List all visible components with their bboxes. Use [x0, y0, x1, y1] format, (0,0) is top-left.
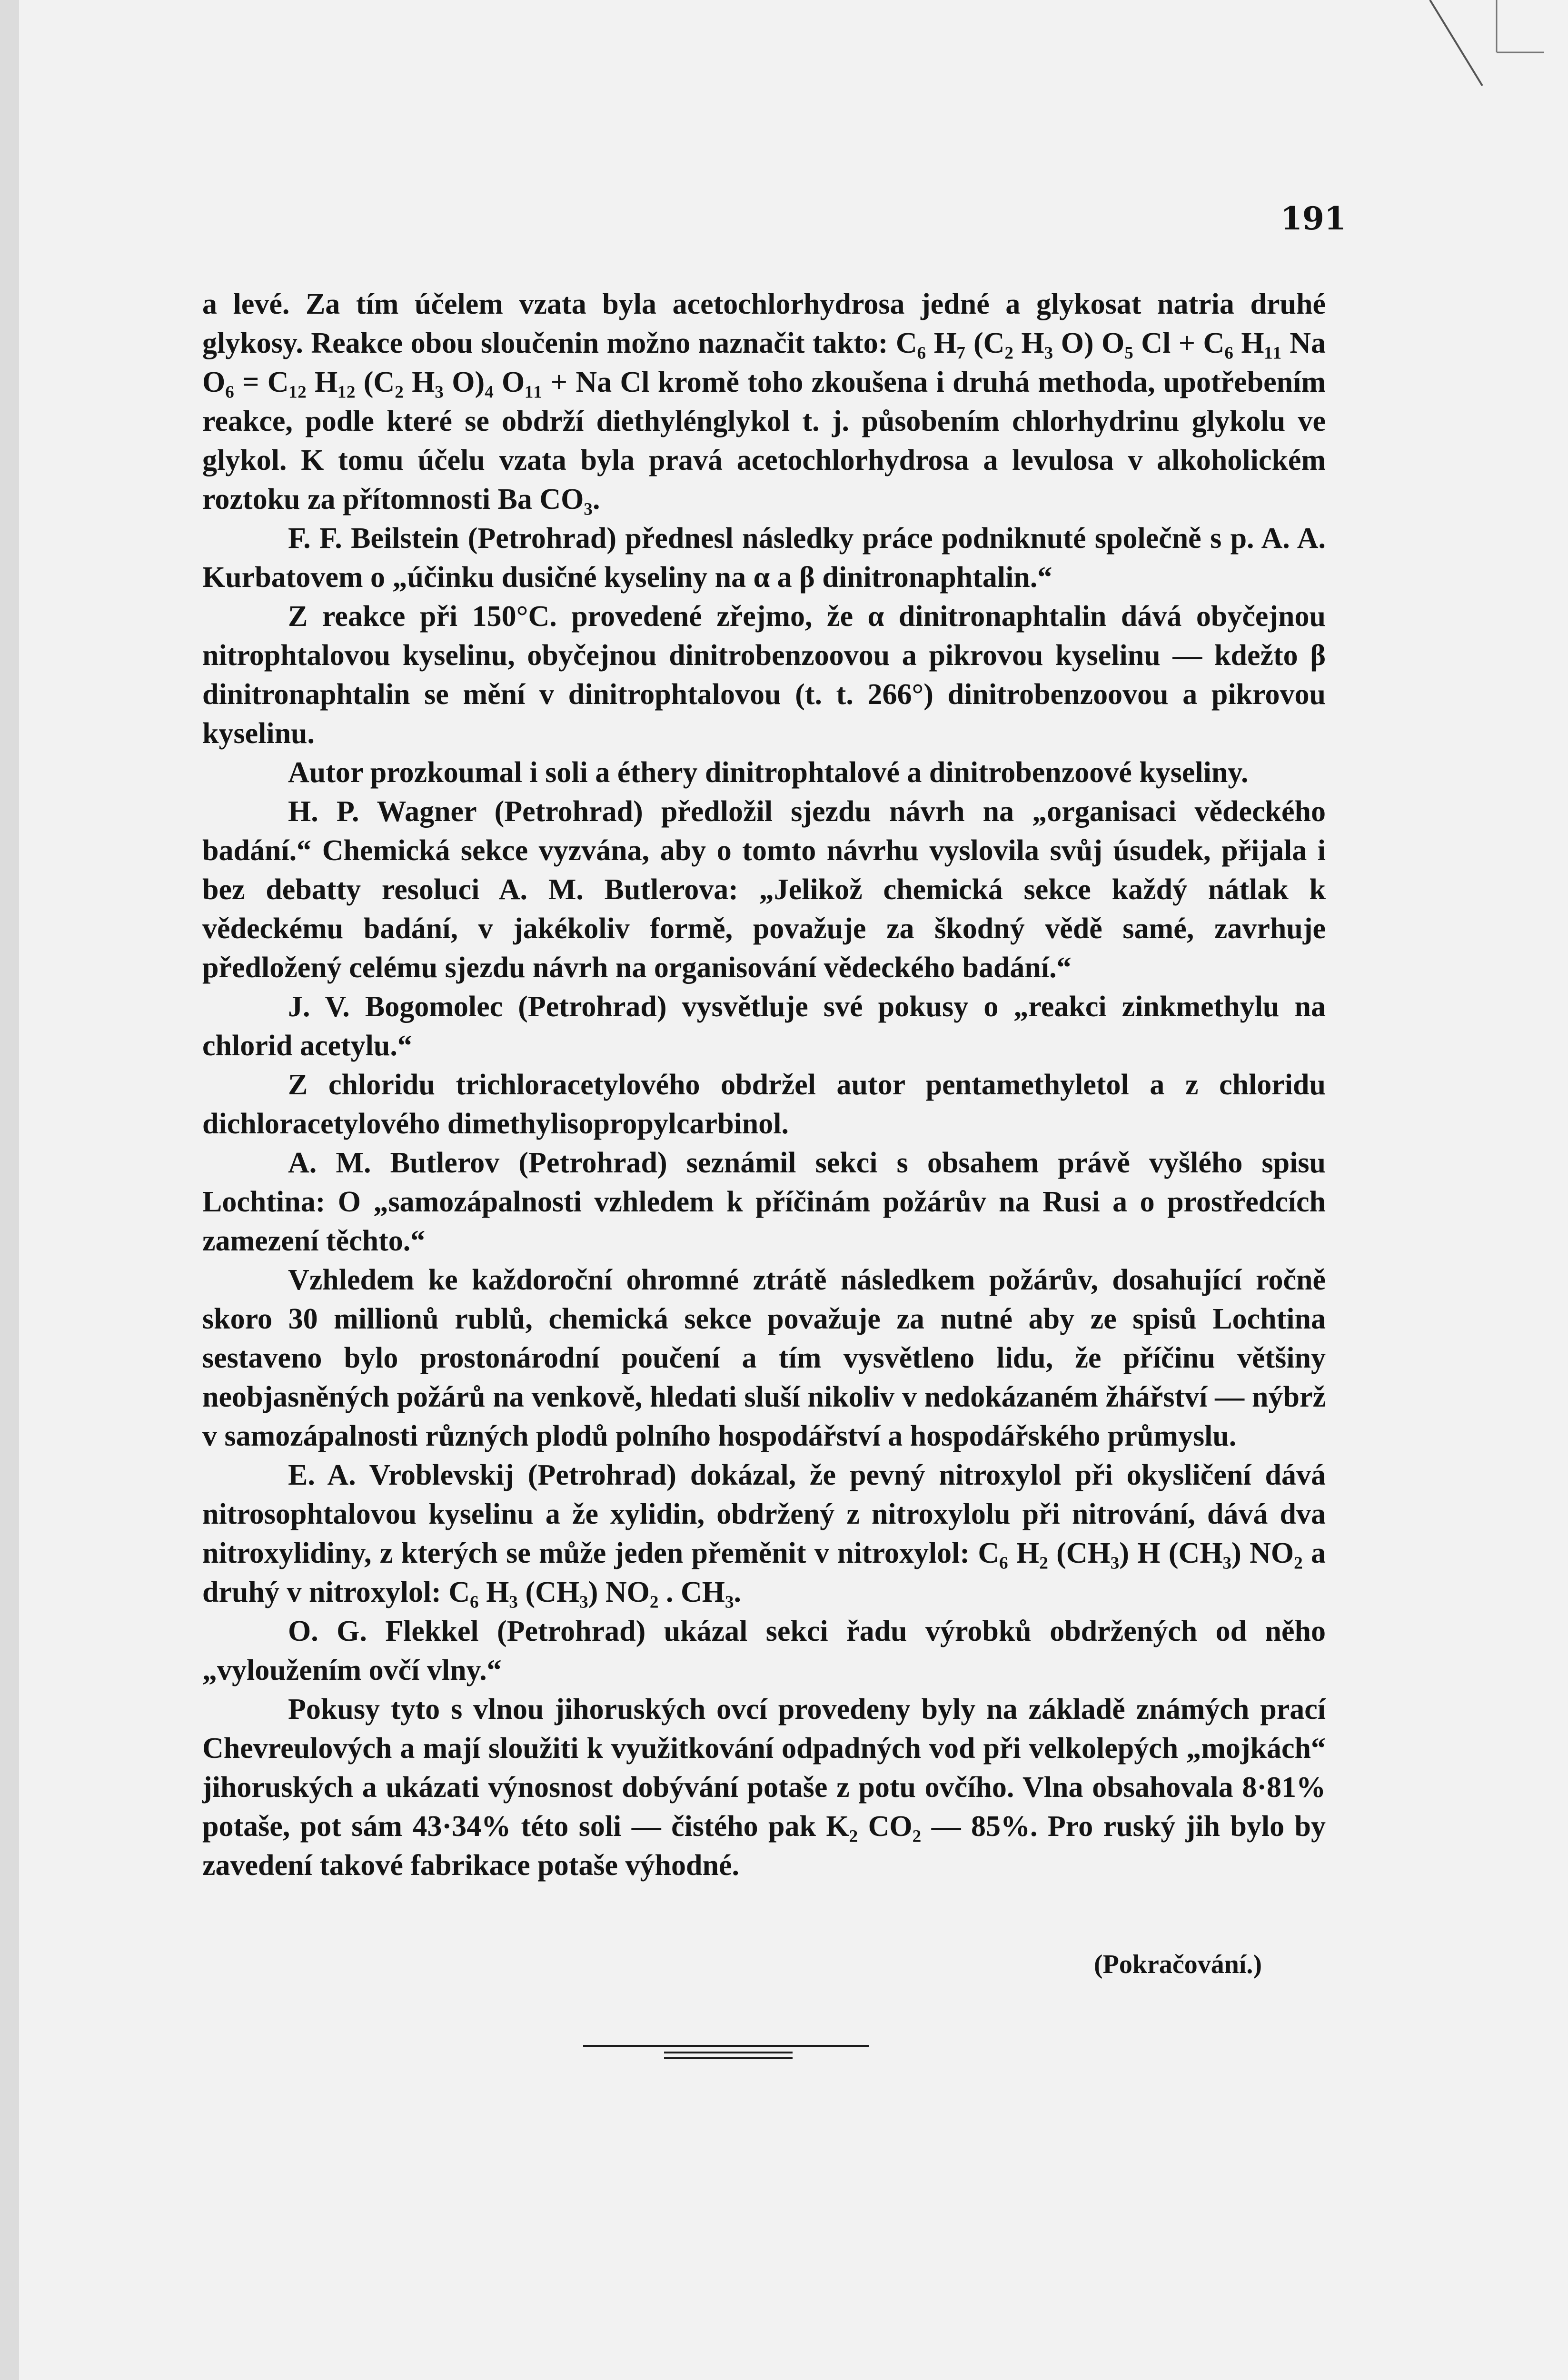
paragraph: J. V. Bogomolec (Petrohrad) vysvětluje své pokusy o „reakci zinkmethylu na chlorid acetylu.“	[202, 991, 1326, 1062]
paragraph: F. F. Beilstein (Petrohrad) přednesl následky práce podniknuté společně s p. A. A. Kurbatovem o „účinku dusičné kyseliny na α a β dinitronaphtalin.“	[202, 522, 1326, 594]
separator-line	[664, 2052, 793, 2053]
paragraph: E. A. Vroblevskij (Petrohrad) dokázal, že pevný nitroxylol při okysličení dává nitrosophtalovou kyselinu a že xylidin, obdržený z nitroxylolu při nitrování, dává dva nitroxylidiny, z kterých se může jeden přeměnit v nitroxylol: C₆ H₂ (CH₃) H (CH₃) NO₂ a druhý v nitroxylol: C₆ H₃ (CH₃) NO₂ . CH₃.	[202, 1459, 1326, 1608]
paragraph: A. M. Butlerov (Petrohrad) seznámil sekci s obsahem právě vyšlého spisu Lochtina: O „samozápalnosti vzhledem k příčinám požárův na Rusi a o prostředcích zamezení těchto.“	[202, 1147, 1326, 1257]
separator-line	[664, 2057, 793, 2059]
paragraph: Z reakce při 150°C. provedené zřejmo, že α dinitronaphtalin dává obyčejnou nitrophtalovou kyselinu, obyčejnou dinitrobenzoovou a pikrovou kyselinu — kdežto β dinitronaphtalin se mění v dinitrophtalovou (t. t. 266°) dinitrobenzoovou a pikrovou kyselinu.	[202, 600, 1326, 750]
paragraph: O. G. Flekkel (Petrohrad) ukázal sekci řadu výrobků obdržených od něho „vyloužením ovčí vlny.“	[202, 1615, 1326, 1686]
continuation-note: (Pokračování.)	[1094, 1950, 1262, 1979]
separator-line	[583, 2045, 869, 2047]
paragraph: Vzhledem ke každoroční ohromné ztrátě následkem požárův, dosahující ročně skoro 30 millionů rublů, chemická sekce považuje za nutné aby ze spisů Lochtina sestaveno bylo prostonárodní poučení a tím vysvětleno lidu, že příčinu většiny neobjasněných požárů na venkově, hledati sluší nikoliv v nedokázaném žhářství — nýbrž v samozápalnosti různých plodů polního hospodářství a hospodářského průmyslu.	[202, 1264, 1326, 1452]
scan-corner-marks	[1425, 0, 1549, 133]
scan-border	[0, 0, 19, 2380]
paragraph: Autor prozkoumal i soli a éthery dinitrophtalové a dinitrobenzoové kyseliny.	[288, 756, 1249, 789]
paragraph: Z chloridu trichloracetylového obdržel autor pentamethyletol a z chloridu dichloracetylového dimethylisopropylcarbinol.	[202, 1069, 1326, 1140]
body-text	[202, 285, 1326, 1885]
paragraph: Pokusy tyto s vlnou jihoruských ovcí provedeny byly na základě známých prací Chevreulových a mají sloužiti k využitkování odpadných vod při velkolepých „mojkách“ jihoruských a ukázati výnosnost dobývání potaše z potu ovčího. Vlna obsahovala 8·81% potaše, pot sám 43·34% této soli — čistého pak K₂ CO₂ — 85%. Pro ruský jih bylo by zavedení takové fabrikace potaše výhodné.	[202, 1693, 1326, 1882]
page-number: 191	[1280, 200, 1346, 237]
paragraph: H. P. Wagner (Petrohrad) předložil sjezdu návrh na „organisaci vědeckého badání.“ Chemická sekce vyzvána, aby o tomto návrhu vyslovila svůj úsudek, přijala i bez debatty resoluci A. M. Butlerova: „Jelikož chemická sekce každý nátlak k vědeckému badání, v jakékoliv formě, považuje za škodný vědě samé, zavrhuje předložený celému sjezdu návrh na organisování vědeckého badání.“	[202, 795, 1326, 984]
paragraph: a levé. Za tím účelem vzata byla acetochlorhydrosa jedné a glykosat natria druhé glykosy. Reakce obou sloučenin možno naznačit takto: C₆ H₇ (C₂ H₃ O) O₅ Cl + C₆ H₁₁ Na O₆ = C₁₂ H₁₂ (C₂ H₃ O)₄ O₁₁ + Na Cl kromě toho zkoušena i druhá methoda, upotřebením reakce, podle které se obdrží diethylénglykol t. j. působením chlorhydrinu glykolu ve glykol. K tomu účelu vzata byla pravá acetochlorhydrosa a levulosa v alkoholickém roztoku za přítomnosti Ba CO₃.	[202, 288, 1326, 516]
